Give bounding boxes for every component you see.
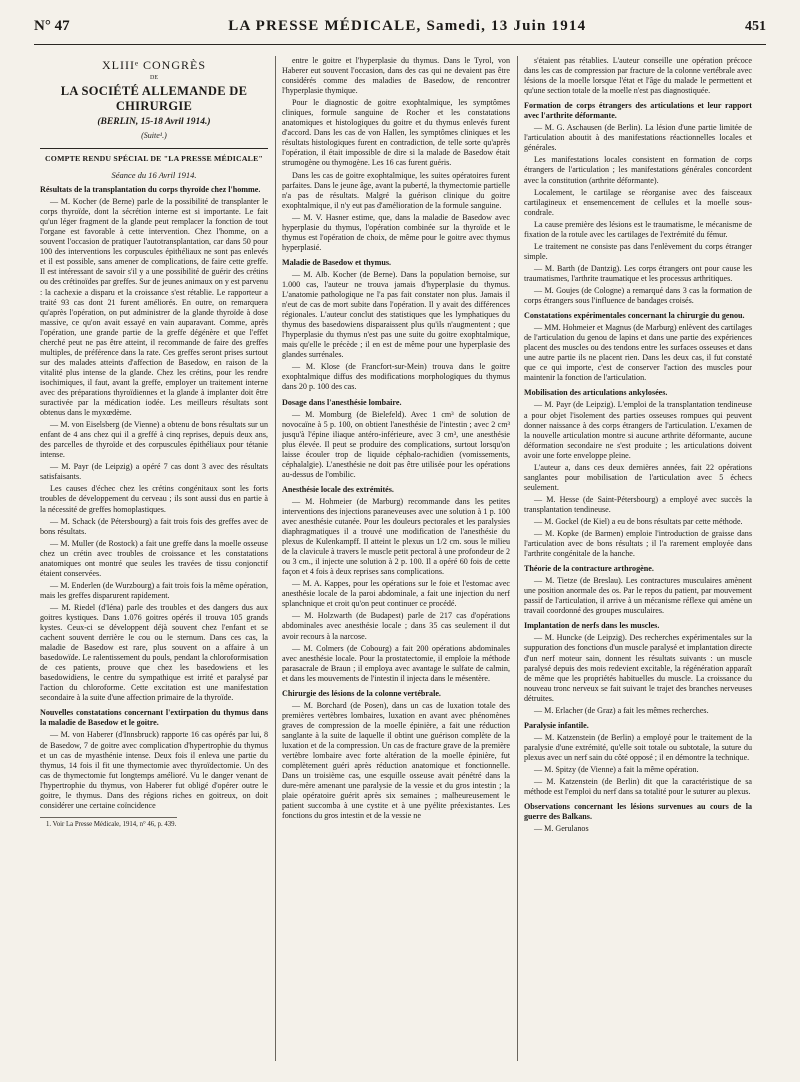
paragraph: — M. Payr (de Leipzig) a opéré 7 cas dont 3 avec des résultats satisfaisants. — [40, 462, 268, 482]
paragraph: — M. Enderlen (de Wurzbourg) a fait trois fois la même opération, mais les greffes disparurent rapidement. — [40, 580, 268, 600]
paragraph: Pour le diagnostic de goitre exophtalmique, les symptômes cliniques, formule sanguine de Rocher et les constatations anatomiques et histologiques du goitre et du thymus enlevés furent d'accord. Dans les cas de von Hallen, les symptômes cliniques et les résultats histologiques furent en contradiction, de telle sorte qu'après l'opération, il était impossible de dire si la malade de Basedow était strumogène ou thymogène. Les 16 cas furent guéris. — [282, 98, 510, 168]
paragraph: — M. Kopke (de Barmen) emploie l'introduction de graisse dans l'articulation avec de bons résultats ; il l'a rarement employée dans l'arthrite congénitale de la hanche. — [524, 529, 752, 559]
column-2 — [282, 56, 510, 1061]
column-3 — [524, 56, 752, 1061]
paragraph: s'étaient pas rétablies. L'auteur conseille une opération précoce dans les cas de compression par fracture de la colonne vertébrale avec lésions de la moelle lorsque l'état et l'âge du malade le permettent et qu'une section totale de la moelle n'est pas diagnostiquée. — [524, 56, 752, 96]
footnote: 1. Voir La Presse Médicale, 1914, n° 46, p. 439. — [40, 817, 177, 830]
page-number: 451 — [744, 19, 766, 34]
paragraph: entre le goitre et l'hyperplasie du thymus. Dans le Tyrol, von Haberer eut souvent l'occasion, dans des cas qui ne devaient pas être considérés comme des maladies de Basedow, de rencontrer l'hyperplasie thymique. — [282, 56, 510, 96]
paragraph: — M. Klose (de Francfort-sur-Mein) trouva dans le goitre exophtalmique diffus des modifications morphologiques du thymus dans 20 p. 100 des cas. — [282, 362, 510, 392]
report-title: COMPTE RENDU SPÉCIAL DE "LA PRESSE MÉDICALE" — [40, 148, 268, 164]
paragraph: Localement, le cartilage se réorganise avec des faisceaux cartilagineux et ensemencement de cellules et la moelle sous-condrale. — [524, 187, 752, 217]
paragraph: — M. Tietze (de Breslau). Les contractures musculaires amènent une position anormale des os. Par le repos du patient, par mouvement passif de l'articulation, il arrive à un mécanisme réflexe qui amène un travail coordonné des groupes musculaires. — [524, 576, 752, 616]
paragraph: L'auteur a, dans ces deux dernières années, fait 22 opérations sanglantes pour mobilisation de l'articulation avec 5 échecs seulement. — [524, 462, 752, 492]
paragraph: — M. Holzwarth (de Budapest) parle de 217 cas d'opérations abdominales avec anesthésie locale ; dans 35 cas seulement il dut avoir recours à la narcose. — [282, 611, 510, 641]
congress-title: XLIIIᵉ CONGRÈS — [101, 58, 207, 72]
paragraph: — M. Erlacher (de Graz) a fait les mêmes recherches. — [534, 705, 709, 715]
section-heading: Mobilisation des articulations ankylosées. — [524, 388, 668, 398]
paragraph: — M. G. Aschausen (de Berlin). La lésion d'une partie limitée de l'articulation aboutit à des manifestations réactionnelles locales et générales. — [524, 123, 752, 153]
issue-number: N° 47 — [34, 18, 70, 34]
suite-note: (Suite¹.) — [141, 131, 167, 140]
paragraph: — M. Alb. Kocher (de Berne). Dans la population bernoise, sur 1.000 cas, l'auteur ne trouva jamais d'hyperplasie du thymus. L'anatomie pathologique ne l'a pas fait constater non plus. Jamais il n'eut de cas de mort subite dans l'opération. Il y avait des différences régionales. L'auteur conclut des statistiques que les lymphatiques du thymus des basedowiens disparaissent plus qu'ils n'augmentent ; que l'hyperplasie du thymus n'est pas une suite du goitre exophtalmique, mais qu'elle le précède ; il en est de même pour une hyperplasie des glandes surrénales. — [282, 269, 510, 360]
journal-title: LA PRESSE MÉDICALE, Samedi, 13 Juin 1914 — [228, 18, 587, 34]
paragraph: — M. V. Hasner estime, que, dans la maladie de Basedow avec hyperplasie du thymus, l'opération combinée sur la thyroïde et le thymus est l'opération de choix, de même pour le goitre avec thymus hyperplasié. — [282, 212, 510, 252]
paragraph: — M. Muller (de Rostock) a fait une greffe dans la moelle osseuse chez un crétin avec troubles de croissance et les constatations anatomiques ont montré que seules les travées de tissu conjonctif étaient conservées. — [40, 538, 268, 578]
section-heading: Dosage dans l'anesthésie lombaire. — [282, 397, 402, 407]
section-heading: Résultats de la transplantation du corps thyroïde chez l'homme. — [40, 185, 261, 195]
section-heading: Chirurgie des lésions de la colonne vertébrale. — [282, 688, 441, 698]
paragraph: — M. Borchard (de Posen), dans un cas de luxation totale des premières vertèbres lombaires, luxation en avant avec phénomènes graves de compression de la moelle épinière, a fait une réduction sanglante à la suite de laquelle il obtint une guérison complète de la luxation et de la compression. Un cas de fracture grave de la première vertèbre lombaire avec forte altération de la moelle épinière, fut complètement guéri après réduction anatomique et fonctionnelle. Dans un troisième cas, une esquille osseuse avait pénétré dans la dure-mère amenant une paralysie de la vessie et du gros intestin ; la plaie opératoire guérit après six semaines ; malheureusement le patient succomba à une cystite et à une pyélite préexistantes. Les fonctions du gros intestin et de la vessie ne — [282, 700, 510, 821]
paragraph: — M. Barth (de Dantzig). Les corps étrangers ont pour cause les traumatismes, l'arthrite traumatique et les processus arthritiques. — [524, 263, 752, 283]
paragraph: — M. Hesse (de Saint-Pétersbourg) a employé avec succès la transplantation tendineuse. — [524, 494, 752, 514]
paragraph: — M. Gockel (de Kiel) a eu de bons résultats par cette méthode. — [534, 516, 743, 526]
paragraph: — M. Gerulanos — [534, 824, 589, 834]
section-heading: Formation de corps étrangers des articulations et leur rapport avec l'arthrite déformante. — [524, 101, 752, 121]
paragraph: — M. von Haberer (d'Innsbruck) rapporte 16 cas opérés par lui, 8 de Basedow, 7 de goitre avec complication d'hypertrophie du thymus et un cas de myasthénie intense. Deux fois il enleva une partie du thymus, 14 fois il fit une thymectomie avec thyroïdectomie. Un des cas de thymectomie fut longtemps amélioré. Vu le danger venant de l'hypertrophie du thymus, von Haberer fut obligé d'opérer outre le goitre, le thymus. Dans des régions riches en goitreux, on doit considérer une certaine coïncidence — [40, 730, 268, 810]
paragraph: — M. Spitzy (de Vienne) a fait la même opération. — [534, 765, 699, 774]
section-heading: Constatations expérimentales concernant la chirurgie du genou. — [524, 311, 745, 321]
column-1 — [40, 56, 268, 1061]
society-title: LA SOCIÉTÉ ALLEMANDE DE CHIRURGIE — [60, 84, 248, 113]
session-date: Séance du 16 Avril 1914. — [111, 170, 197, 180]
paragraph: Dans les cas de goitre exophtalmique, les suites opératoires furent parfaites. Dans le jeune âge, avant la puberté, la thymectomie partielle n'a pas de résultats. Malgré la guérison clinique du goitre exophtalmique, il n'y eut pas d'amélioration de la formule sanguine. — [282, 170, 510, 210]
paragraph: Les manifestations locales consistent en formation de corps étrangers de l'articulation ; les manifestations générales concordent avec la constitution (arthrite déformante). — [524, 155, 752, 185]
paragraph: — MM. Hohmeier et Magnus (de Marburg) enlèvent des cartilages de l'articulation du genou de lapins et dans une partie des expériences placent des muscles ou des tendons entre les surfaces osseuses et dans une autre partie ils ne placent rien. Dans les deux cas, il fut constaté que ce qui importe, c'est de conserver l'action des muscles pour maintenir la fonction de l'articulation. — [524, 323, 752, 383]
section-heading: Maladie de Basedow et thymus. — [282, 257, 392, 267]
paragraph: — M. A. Kappes, pour les opérations sur le foie et l'estomac avec anesthésie locale de la paroi abdominale, a fait une injection du nerf splanchnique et croit qu'on peut continuer ce procédé. — [282, 579, 510, 609]
paragraph: La cause première des lésions est le traumatisme, le mécanisme de fixation de la rotule avec les cartilages de l'extrémité du fémur. — [524, 219, 752, 239]
section-heading: Anesthésie locale des extrémités. — [282, 484, 394, 494]
paragraph: — M. Momburg (de Bielefeld). Avec 1 cm³ de solution de novocaïne à 5 p. 100, on obtient l'anesthésie de l'intestin ; avec 2 cm³ jusqu'à l'épine iliaque antéro-inférieure, avec 3 cm³, une anesthésie plus élevée. Il peut se produire des complications, surtout lorsqu'on laisse écouler trop de liquide céphalo-rachidien (vomissements, céphalalgie). L'anesthésie ne doit pas être utilisée pour les opérations au-dessus de l'ombilic. — [282, 409, 510, 479]
column-rule — [517, 56, 518, 1061]
page-header — [34, 18, 766, 45]
column-rule — [275, 56, 276, 1061]
paragraph: — M. Kocher (de Berne) parle de la possibilité de transplanter le corps thyroïde, dont la sécrétion interne est si importante. Le fait qu'un léger fragment de la glande peut remplacer la fonction de tout l'organe est favorable à cette intervention. Chez l'homme, on a souvent l'occasion de pratiquer l'autotransplantation, car dans 50 pour 100 des interventions les corpuscules épithéliaux ne sont pas enlevés et il est possible, sans amener de complications, de faire cette greffe. Il est intéressant de savoir s'il y a une possibilité de guérir des crétins ou des crétinoïdes par greffes. Sur de jeunes animaux on y est parvenu : la cachexie a disparu et la croissance s'est rétablie. Le rapporteur a traité 93 cas dont 21 furent améliorés. En outre, on remarquera qu'après l'opération, on put administrer de la glande thyroïde à dose massive, ce qu'on avait essayé en vain auparavant. Comme, après l'opération, une grande partie de la greffe dégénère et que l'effet cherché peut ne pas être atteint, il recommande de faire des greffes multiples, de préférence dans la rate. Ces greffes seront prises surtout sur des malades atteints d'affection de Basedow, en raison de la vitalité plus intense de la glande. Chez les crétins, pour les rendre isochimiques, il faut, avant la greffe, employer un traitement interne avec des préparations thyroïdiennes et la glande à implanter doit être suractivée par la médication iodée. Les meilleurs résultats sont obtenus dans le myxœdème. — [40, 197, 268, 418]
section-heading: Implantation de nerfs dans les muscles. — [524, 621, 660, 631]
section-heading: Observations concernant les lésions survenues au cours de la guerre des Balkans. — [524, 802, 752, 822]
paragraph: — M. Hohmeier (de Marburg) recommande dans les petites interventions des injections paraneveuses avec une solution à 1 p. 100 avec anesthésie cutanée. Pour les douleurs pectorales et les paralysies diaphragmatiques il a trouvé une modification de l'anesthésie du plexus de Kulenkampff. Il atteint le plexus un 1/2 cm. sous le milieu de la clavicule à travers le muscle petit pectoral à une profondeur de 2 ou 3 cm., il injecte une solution à 2 p. 100. Il a opéré 60 fois de cette façon et 4 fois à deux reprises sans complications. — [282, 496, 510, 577]
paragraph: — M. Goujes (de Cologne) a remarqué dans 3 cas la formation de corps étrangers sous l'influence de bandages croisés. — [524, 285, 752, 306]
paragraph: — M. Riedel (d'Iéna) parle des troubles et des dangers dus aux goitres kystiques. Dans 1.076 goitres opérés il trouva 105 grands kystes. Ceux-ci se développent déjà souvent chez l'enfant et se cachent souvent derrière le cou ou le sternum. Dans ces cas, la maladie de Basedow est rare, plus souvent on a affaire à un basedowïde. Le ralentissement du pouls, pendant la chloroformisation de ces patients, prouve que chez les basedowiens et les basedowidiens, le centre du sympathique est irrité et paralysé par l'action du chloroforme. Cette excitation est une manifestation secondaire à la suite d'une affection primaire de la thyroïde. — [40, 602, 268, 703]
paragraph: — M. von Eiselsberg (de Vienne) a obtenu de bons résultats sur un enfant de 4 ans chez qui il a greffé à cinq reprises, depuis deux ans, des parcelles de thyroïde et des corpuscules épithéliaux pour tétanie intense. — [40, 420, 268, 460]
paragraph: — M. Payr (de Leipzig). L'emploi de la transplantation tendineuse a pour objet l'isolement des parties osseuses rompues qui peuvent donner naissance à des corps étrangers de l'articulation. L'examen de la nouvelle articulation montre si aucune arthrite déformante, aucune déformation secondaire ne s'est produite ; les articulations doivent avoir une forte enveloppe pleine. — [524, 400, 752, 460]
paragraph: — M. Huncke (de Leipzig). Des recherches expérimentales sur la suppuration des fonctions d'un muscle paralysé et implantation directe d'un nerf moteur sain, donnent les résultats suivants : un muscle paralysé depuis des mois redevient excitable, la régénération apparaît de même que les propriétés habituelles du muscle. La croissance du nouveau tronc nerveux se fait suivant le trajet des branches nerveuses détruites. — [524, 633, 752, 703]
congress-dates: (BERLIN, 15-18 Avril 1914.) — [97, 117, 211, 127]
paragraph: — M. Schack (de Pétersbourg) a fait trois fois des greffes avec de bons résultats. — [40, 516, 268, 536]
section-heading: Nouvelles constatations concernant l'extirpation du thymus dans la maladie de Basedow et le goitre. — [40, 708, 268, 728]
paragraph: — M. Katzenstein (de Berlin) dit que la caractéristique de sa méthode est l'emploi du nerf dans sa totalité pour le suturer au plexus. — [524, 777, 752, 797]
paragraph: — M. Colmers (de Cobourg) a fait 200 opérations abdominales avec anesthésie locale. Pour la prostatectomie, il emploie la méthode parasacrale de Braun ; il employa avec avantage le sulfate de calmin, et dans les mouvements de l'intestin il injecta dans le mésentère. — [282, 643, 510, 683]
section-heading: Paralysie infantile. — [524, 720, 589, 730]
paragraph: — M. Katzenstein (de Berlin) a employé pour le traitement de la paralysie d'une extrémité, qu'elle soit totale ou subtotale, la suture du plexus avec un nerf sain du côté opposé ; il en démontre la technique. — [524, 732, 752, 762]
congress-de: DE — [150, 75, 158, 81]
paragraph: Les causes d'échec chez les crétins congénitaux sont les forts troubles de développement du cerveau ; ils sont aussi dus en partie à la nécessité de greffes homoplastiques. — [40, 484, 268, 514]
paragraph: Le traitement ne consiste pas dans l'enlèvement du corps étranger simple. — [524, 241, 752, 261]
section-heading: Théorie de la contracture arthrogène. — [524, 564, 654, 574]
